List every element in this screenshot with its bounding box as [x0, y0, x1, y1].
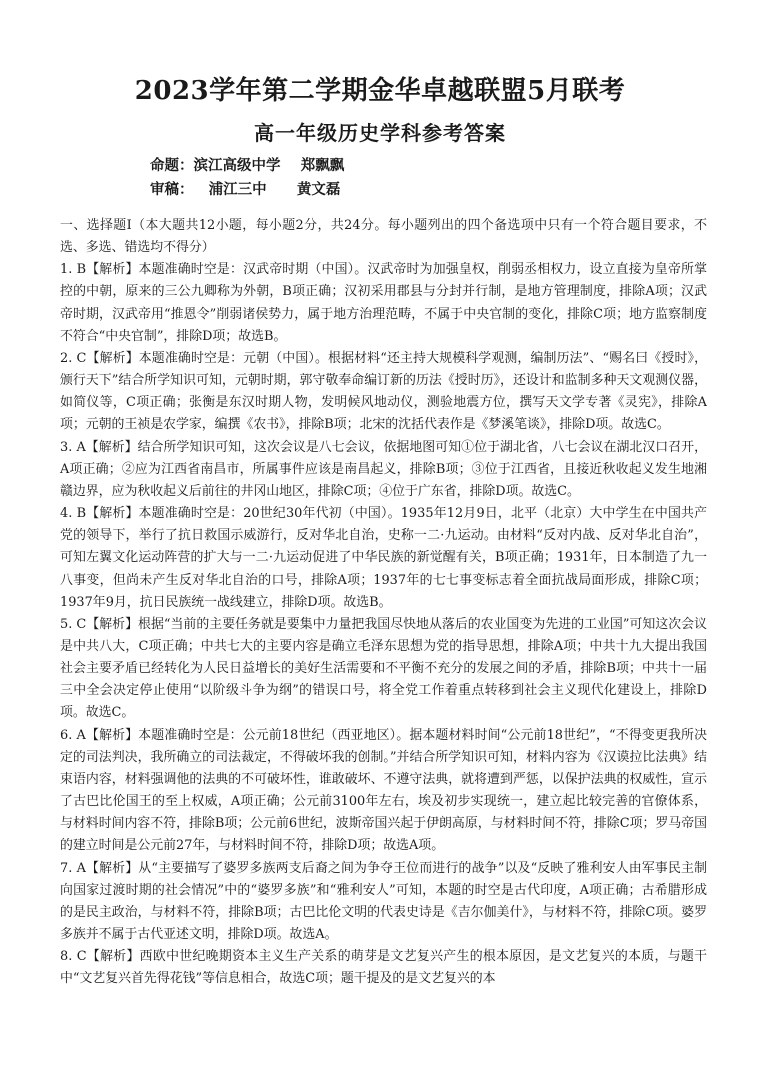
document-subtitle: 高一年级历史学科参考答案 — [254, 121, 506, 145]
section-heading: 一、选择题Ⅰ（本大题共12小题，每小题2分，共24分。每小题列出的四个备选项中只有一个符合题目要求，不选、多选、错选均不得分） — [60, 218, 707, 256]
answer-item-3: 3. A【解析】结合所学知识可知，这次会议是八七会议，依据地图可知①位于湖北省，八七会议在湖北汉口召开，A项正确；②应为江西省南昌市，所属事件应该是南昌起义，排除B项；③位于江西省，且接近秋收起义发生地湘赣边界，应为秋收起义后前往的井冈山地区，排除C项；④位于广东省，排除D项。故选C。 — [60, 439, 707, 499]
answer-body — [60, 215, 707, 990]
document-title: 2023学年第二学期金华卓越联盟5月联考 — [134, 76, 626, 106]
answer-item-2: 2. C【解析】本题准确时空是：元朝（中国）。根据材料“还主持大规模科学观测，编制历法”、“赐名曰《授时》，颁行天下”结合所学知识可知，元朝时期，郭守敬奉命编订新的历法《授时历》，还设计和监制多种天文观测仪器，如简仪等，C项正确；张衡是东汉时期人物，发明候风地动仪，测验地震方位，撰写天文学专著《灵宪》，排除A项；元朝的王祯是农学家，编撰《农书》，排除B项；北宋的沈括代表作是《梦溪笔谈》，排除D项。故选C。 — [60, 350, 707, 433]
answer-item-5: 5. C【解析】根据“当前的主要任务就是要集中力量把我国尽快地从落后的农业国变为先进的工业国”可知这次会议是中共八大，C项正确；中共七大的主要内容是确立毛泽东思想为党的指导思想，排除A项；中共十九大提出我国社会主要矛盾已经转化为人民日益增长的美好生活需要和不平衡不充分的发展之间的矛盾，排除B项；中共十一届三中全会决定停止使用“以阶级斗争为纲”的错误口号，将全党工作着重点转移到社会主义现代化建设上，排除D项。故选C。 — [60, 616, 707, 721]
answer-item-4: 4. B【解析】本题准确时空是：20世纪30年代初（中国）。1935年12月9日，北平（北京）大中学生在中国共产党的领导下，举行了抗日救国示威游行，反对华北自治，史称一二·九运动。由材料“反对内战、反对华北自治”，可知左翼文化运动阵营的扩大与一二·九运动促进了中华民族的新觉醒有关，B项正确；1931年，日本制造了九一八事变，但尚未产生反对华北自治的口号，排除A项；1937年的七七事变标志着全面抗战局面形成，排除C项；1937年9月，抗日民族统一战线建立，排除D项。故选B。 — [60, 506, 707, 610]
author-credit: 命题：滨江高级中学 郑飘飘 — [150, 158, 345, 174]
answer-item-1: 1. B【解析】本题准确时空是：汉武帝时期（中国）。汉武帝时为加强皇权，削弱丞相权力，设立直接为皇帝所掌控的中朝，原来的三公九卿称为外朝，B项正确；汉初采用郡县与分封并行制，是地方管理制度，排除A项；汉武帝时期，汉武帝用“推恩令”削弱诸侯势力，属于地方治理范畴，不属于中央官制的变化，排除C项；地方监察制度不符合“中央官制”，排除D项；故选B。 — [60, 262, 707, 344]
answer-item-8: 8. C【解析】西欧中世纪晚期资本主义生产关系的萌芽是文艺复兴产生的根本原因，是文艺复兴的本质，与题干中“文艺复兴首先得花钱”等信息相合，故选C项；题干提及的是文艺复兴的本 — [60, 949, 707, 987]
reviewer-credit: 审稿： 浦江三中 黄文磊 — [150, 182, 341, 198]
answer-item-7: 7. A【解析】从“主要描写了婆罗多族两支后裔之间为争夺王位而进行的战争”以及“反映了雅利安人由军事民主制向国家过渡时期的社会情况”中的“婆罗多族”和“雅利安人”可知，本题的时空是古代印度，A项正确；古希腊形成的是民主政治，与材料不符，排除B项；古巴比伦文明的代表史诗是《吉尔伽美什》，与材料不符，排除C项。婆罗多族并不属于古代亚述文明，排除D项。故选A。 — [60, 860, 707, 942]
answer-item-6: 6. A【解析】本题准确时空是：公元前18世纪（西亚地区）。据本题材料时间“公元前18世纪”，“不得变更我所决定的司法判决，我所确立的司法裁定，不得破坏我的创制。”并结合所学知识可知，材料内容为《汉谟拉比法典》结束语内容，材料强调他的法典的不可破坏性，谁敢破坏、不遵守法典，就将遭到严惩，以保护法典的权威性，宣示了古巴比伦国王的至上权威，A项正确；公元前3100年左右，埃及初步实现统一，建立起比较完善的官僚体系，与材料时间内容不符，排除B项；公元前6世纪，波斯帝国兴起于伊朗高原，与材料时间不符，排除C项；罗马帝国的建立时间是公元前27年，与材料时间不符，排除D项；故选A项。 — [60, 727, 707, 854]
